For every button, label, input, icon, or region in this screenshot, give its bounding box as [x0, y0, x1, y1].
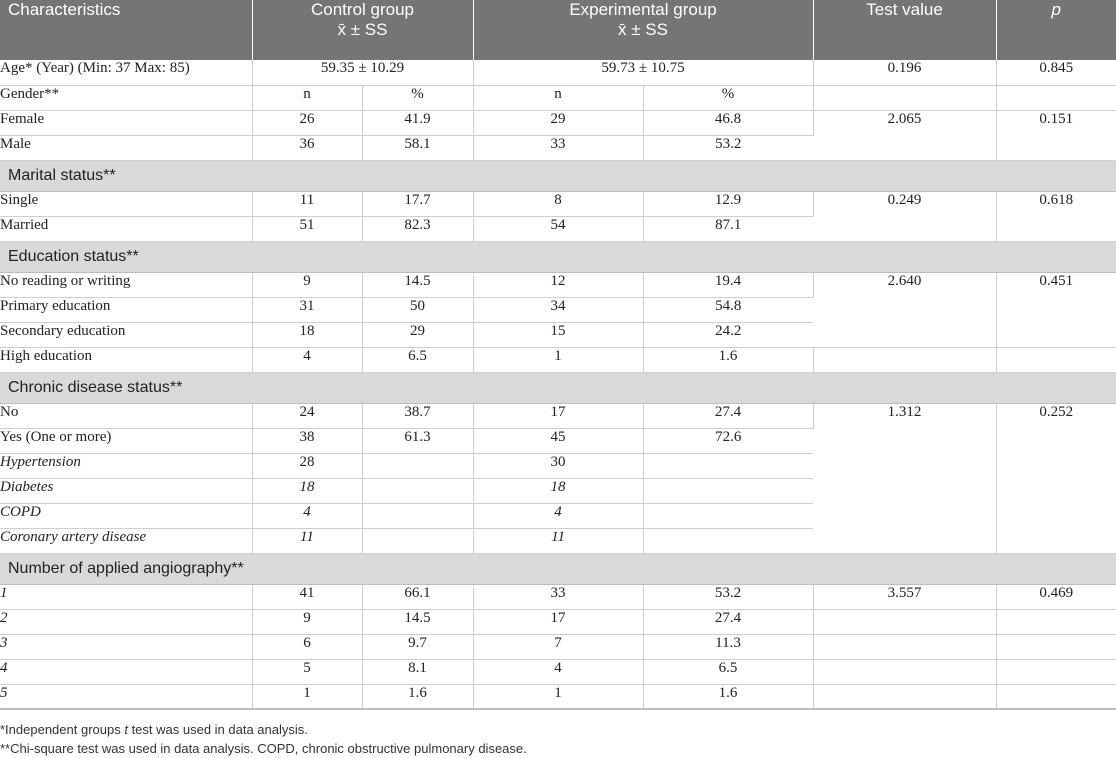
hypertension-control-pct	[362, 453, 473, 478]
single-exp-n: 8	[473, 191, 643, 216]
hypertension-control-n: 28	[252, 453, 362, 478]
male-control-pct: 58.1	[362, 135, 473, 160]
angio-5-exp-n: 1	[473, 684, 643, 709]
header-control-group	[252, 0, 473, 60]
male-control-n: 36	[252, 135, 362, 160]
no-reading-control-pct: 14.5	[362, 272, 473, 297]
angio-5-test-blank	[813, 684, 996, 709]
primary-label: Primary education	[0, 297, 252, 322]
footnote-1-post: test was used in data analysis.	[127, 722, 308, 737]
header-experimental-label: Experimental group	[569, 0, 717, 19]
header-control-label: Control group	[311, 0, 415, 19]
table-row-age	[0, 60, 1116, 85]
gender-control-n-header: n	[252, 85, 362, 110]
table-row-angio-5	[0, 684, 1116, 709]
angio-2-test-blank	[813, 609, 996, 634]
angio-3-control-n: 6	[252, 634, 362, 659]
header-test-value: Test value	[813, 0, 996, 60]
female-exp-n: 29	[473, 110, 643, 135]
table-row-chronic-no	[0, 403, 1116, 428]
high-p-blank	[996, 347, 1116, 372]
angio-3-exp-n: 7	[473, 634, 643, 659]
age-experimental: 59.73 ± 10.75	[473, 60, 813, 85]
high-control-pct: 6.5	[362, 347, 473, 372]
copd-label: COPD	[0, 503, 252, 528]
header-p-label: p	[1051, 0, 1062, 19]
chronic-yes-exp-n: 45	[473, 428, 643, 453]
table-row-angio-3	[0, 634, 1116, 659]
angio-3-control-pct: 9.7	[362, 634, 473, 659]
education-test: 2.640	[813, 272, 996, 347]
high-exp-n: 1	[473, 347, 643, 372]
section-education	[0, 241, 1116, 272]
single-control-n: 11	[252, 191, 362, 216]
angio-5-exp-pct: 1.6	[643, 684, 813, 709]
gender-label: Gender**	[0, 85, 252, 110]
primary-exp-pct: 54.8	[643, 297, 813, 322]
angio-5-control-pct: 1.6	[362, 684, 473, 709]
table-header-row	[0, 0, 1116, 60]
table-row-angio-4	[0, 659, 1116, 684]
diabetes-control-pct	[362, 478, 473, 503]
gender-p: 0.151	[996, 110, 1116, 160]
chronic-yes-exp-pct: 72.6	[643, 428, 813, 453]
angiography-test: 3.557	[813, 584, 996, 609]
angio-4-exp-n: 4	[473, 659, 643, 684]
table-row-angio-2	[0, 609, 1116, 634]
footnote-1	[0, 722, 308, 738]
table-row-high	[0, 347, 1116, 372]
copd-control-n: 4	[252, 503, 362, 528]
chronic-yes-control-n: 38	[252, 428, 362, 453]
high-control-n: 4	[252, 347, 362, 372]
cad-control-pct	[362, 528, 473, 553]
angio-4-control-pct: 8.1	[362, 659, 473, 684]
chronic-no-label: No	[0, 403, 252, 428]
angio-1-control-n: 41	[252, 584, 362, 609]
diabetes-exp-pct	[643, 478, 813, 503]
hypertension-exp-n: 30	[473, 453, 643, 478]
table-row-female	[0, 110, 1116, 135]
table-row-no-reading	[0, 272, 1116, 297]
table-row-single	[0, 191, 1116, 216]
angio-4-p-blank	[996, 659, 1116, 684]
chronic-yes-label: Yes (One or more)	[0, 428, 252, 453]
secondary-label: Secondary education	[0, 322, 252, 347]
gender-p-blank	[996, 85, 1116, 110]
married-label: Married	[0, 216, 252, 241]
chronic-test: 1.312	[813, 403, 996, 553]
table-row-gender	[0, 85, 1116, 110]
diabetes-control-n: 18	[252, 478, 362, 503]
single-control-pct: 17.7	[362, 191, 473, 216]
female-control-pct: 41.9	[362, 110, 473, 135]
angio-3-p-blank	[996, 634, 1116, 659]
angio-1-exp-n: 33	[473, 584, 643, 609]
angio-3-label: 3	[0, 634, 252, 659]
gender-exp-n-header: n	[473, 85, 643, 110]
male-exp-n: 33	[473, 135, 643, 160]
diabetes-exp-n: 18	[473, 478, 643, 503]
marital-title: Marital status**	[0, 160, 1116, 191]
angio-4-test-blank	[813, 659, 996, 684]
angio-5-label: 5	[0, 684, 252, 709]
age-p: 0.845	[996, 60, 1116, 85]
high-label: High education	[0, 347, 252, 372]
header-experimental-group	[473, 0, 813, 60]
married-control-n: 51	[252, 216, 362, 241]
angio-4-label: 4	[0, 659, 252, 684]
married-exp-pct: 87.1	[643, 216, 813, 241]
footnote-2: **Chi-square test was used in data analysis. COPD, chronic obstructive pulmonary disease.	[0, 741, 527, 756]
single-label: Single	[0, 191, 252, 216]
no-reading-control-n: 9	[252, 272, 362, 297]
angio-2-exp-pct: 27.4	[643, 609, 813, 634]
angio-5-p-blank	[996, 684, 1116, 709]
secondary-exp-pct: 24.2	[643, 322, 813, 347]
section-marital	[0, 160, 1116, 191]
angio-2-label: 2	[0, 609, 252, 634]
angio-4-exp-pct: 6.5	[643, 659, 813, 684]
hypertension-label: Hypertension	[0, 453, 252, 478]
section-angiography	[0, 553, 1116, 584]
female-exp-pct: 46.8	[643, 110, 813, 135]
gender-test-blank	[813, 85, 996, 110]
gender-control-pct-header: %	[362, 85, 473, 110]
secondary-control-n: 18	[252, 322, 362, 347]
male-label: Male	[0, 135, 252, 160]
footnote-1-pre: *Independent groups	[0, 722, 125, 737]
chronic-no-exp-n: 17	[473, 403, 643, 428]
header-p	[996, 0, 1116, 60]
primary-exp-n: 34	[473, 297, 643, 322]
angiography-title: Number of applied angiography**	[0, 553, 1116, 584]
section-chronic	[0, 372, 1116, 403]
angio-2-control-pct: 14.5	[362, 609, 473, 634]
chronic-yes-control-pct: 61.3	[362, 428, 473, 453]
education-title: Education status**	[0, 241, 1116, 272]
copd-exp-n: 4	[473, 503, 643, 528]
angio-2-control-n: 9	[252, 609, 362, 634]
marital-p: 0.618	[996, 191, 1116, 241]
no-reading-exp-pct: 19.4	[643, 272, 813, 297]
hypertension-exp-pct	[643, 453, 813, 478]
chronic-no-exp-pct: 27.4	[643, 403, 813, 428]
angio-3-exp-pct: 11.3	[643, 634, 813, 659]
gender-exp-pct-header: %	[643, 85, 813, 110]
header-control-stat: x̄ ± SS	[337, 20, 388, 39]
secondary-control-pct: 29	[362, 322, 473, 347]
chronic-no-control-pct: 38.7	[362, 403, 473, 428]
female-control-n: 26	[252, 110, 362, 135]
secondary-exp-n: 15	[473, 322, 643, 347]
high-test-blank	[813, 347, 996, 372]
header-experimental-stat: x̄ ± SS	[618, 20, 668, 39]
no-reading-exp-n: 12	[473, 272, 643, 297]
primary-control-n: 31	[252, 297, 362, 322]
table-row-angio-1	[0, 584, 1116, 609]
cad-label: Coronary artery disease	[0, 528, 252, 553]
cad-exp-n: 11	[473, 528, 643, 553]
chronic-title: Chronic disease status**	[0, 372, 1116, 403]
primary-control-pct: 50	[362, 297, 473, 322]
female-label: Female	[0, 110, 252, 135]
cad-control-n: 11	[252, 528, 362, 553]
age-label: Age* (Year) (Min: 37 Max: 85)	[0, 60, 252, 85]
header-characteristics: Characteristics	[0, 0, 252, 60]
angio-1-control-pct: 66.1	[362, 584, 473, 609]
gender-test: 2.065	[813, 110, 996, 160]
cad-exp-pct	[643, 528, 813, 553]
chronic-p: 0.252	[996, 403, 1116, 553]
male-exp-pct: 53.2	[643, 135, 813, 160]
no-reading-label: No reading or writing	[0, 272, 252, 297]
copd-exp-pct	[643, 503, 813, 528]
married-control-pct: 82.3	[362, 216, 473, 241]
age-control: 59.35 ± 10.29	[252, 60, 473, 85]
angio-2-p-blank	[996, 609, 1116, 634]
married-exp-n: 54	[473, 216, 643, 241]
angiography-p: 0.469	[996, 584, 1116, 609]
footnote-1-t: t	[124, 722, 128, 737]
diabetes-label: Diabetes	[0, 478, 252, 503]
single-exp-pct: 12.9	[643, 191, 813, 216]
chronic-no-control-n: 24	[252, 403, 362, 428]
education-p: 0.451	[996, 272, 1116, 347]
angio-1-exp-pct: 53.2	[643, 584, 813, 609]
angio-1-label: 1	[0, 584, 252, 609]
angio-2-exp-n: 17	[473, 609, 643, 634]
high-exp-pct: 1.6	[643, 347, 813, 372]
age-test: 0.196	[813, 60, 996, 85]
angio-5-control-n: 1	[252, 684, 362, 709]
copd-control-pct	[362, 503, 473, 528]
angio-3-test-blank	[813, 634, 996, 659]
marital-test: 0.249	[813, 191, 996, 241]
angio-4-control-n: 5	[252, 659, 362, 684]
